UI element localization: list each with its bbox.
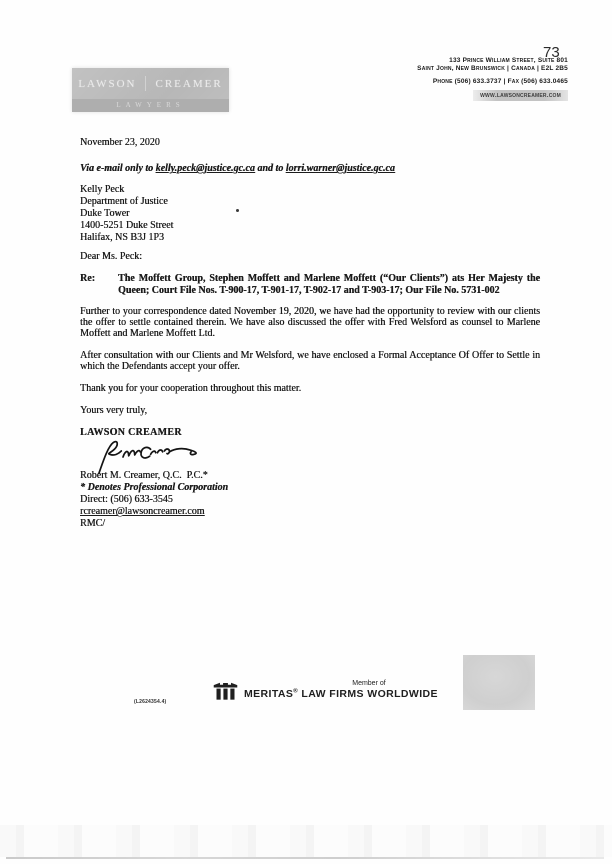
email-lorri-warner: lorri.warner@justice.gc.ca	[285, 163, 395, 174]
letterhead-street: 133 Prince William Street, Suite 801	[449, 57, 568, 64]
scan-artifact-dot	[236, 209, 239, 212]
logo-name-lawson: LAWSON	[78, 77, 137, 90]
scan-artifact-line	[6, 857, 604, 859]
meritas-text-block	[244, 680, 438, 700]
recipient-name: Kelly Peck	[80, 184, 125, 195]
document-id: (L2624354.4)	[134, 699, 167, 705]
letter-date: November 23, 2020	[80, 137, 160, 148]
meritas-wordmark: MERITAS® LAW FIRMS WORLDWIDE	[244, 688, 438, 700]
lawson-creamer-logo	[72, 68, 229, 112]
professional-corporation-note: * Denotes Professional Corporation	[80, 482, 229, 493]
recipient-address-block	[80, 184, 540, 244]
letterhead-city: Saint John, New Brunswick | Canada | E2L 2B5	[417, 65, 568, 72]
recipient-organization: Department of Justice	[80, 196, 168, 207]
logo-firm-name	[72, 68, 229, 99]
logo-name-creamer: CREAMER	[155, 77, 223, 90]
letterhead-website: www.lawsoncreamer.com	[473, 90, 568, 101]
delivery-middle: and to	[254, 163, 286, 174]
body-paragraph-2: After consultation with our Clients and Mr Welsford, we have enclosed a Formal Acceptance Of Offer to Settle in which the Defendants accept your offer.	[80, 350, 540, 372]
recipient-building: Duke Tower	[80, 208, 130, 219]
delivery-prefix: Via e-mail only to	[80, 163, 156, 174]
letterhead-phone-fax: Phone (506) 633.3737 | Fax (506) 633.0465	[432, 78, 568, 85]
logo-divider	[145, 76, 146, 91]
body-paragraph-1: Further to your correspondence dated November 19, 2020, we have had the opportunity to review with our clients the offer to settle contained therein. We have also discussed the offer with Fred Welsford as counsel to Marlene Moffett and Marlene Moffett Ltd.	[80, 306, 540, 339]
signer-direct-phone: Direct: (506) 633-3545	[80, 494, 173, 505]
meritas-member-of: Member of	[352, 680, 386, 687]
delivery-method-line	[80, 163, 540, 175]
gray-stamp-box	[463, 655, 535, 710]
re-subject-line	[80, 273, 540, 296]
signer-email: rcreamer@lawsoncreamer.com	[80, 506, 205, 517]
scan-artifact-smudge	[0, 825, 612, 857]
typist-initials: RMC/	[80, 518, 106, 529]
registered-trademark-icon: ®	[293, 688, 299, 695]
letterhead-address-block	[417, 57, 568, 101]
email-kelly-peck: kelly.peck@justice.gc.ca	[155, 163, 255, 174]
re-label: Re:	[80, 273, 95, 284]
re-text: The Moffett Group, Stephen Moffett and Marlene Moffett (“Our Clients”) ats Her Majesty the Queen; Court File Nos. T-900-17, T-901-17, T-902-17 and T-903-17; Our File No. 5731-002	[118, 273, 540, 296]
salutation: Dear Ms. Peck:	[80, 251, 142, 262]
meritas-columns-icon	[213, 682, 238, 700]
meritas-footer	[213, 680, 438, 700]
body-paragraph-3: Thank you for your cooperation throughout this matter.	[80, 383, 302, 394]
page-number: 73	[543, 44, 560, 61]
logo-subtitle-lawyers: LAWYERS	[72, 99, 229, 112]
closing-line: Yours very truly,	[80, 405, 147, 416]
recipient-street: 1400-5251 Duke Street	[80, 220, 174, 231]
firm-signature-name: LAWSON CREAMER	[80, 427, 182, 438]
letter-body	[80, 137, 540, 530]
signer-name: Robert M. Creamer, Q.C. P.C.*	[80, 470, 208, 481]
recipient-city: Halifax, NS B3J 1P3	[80, 232, 164, 243]
